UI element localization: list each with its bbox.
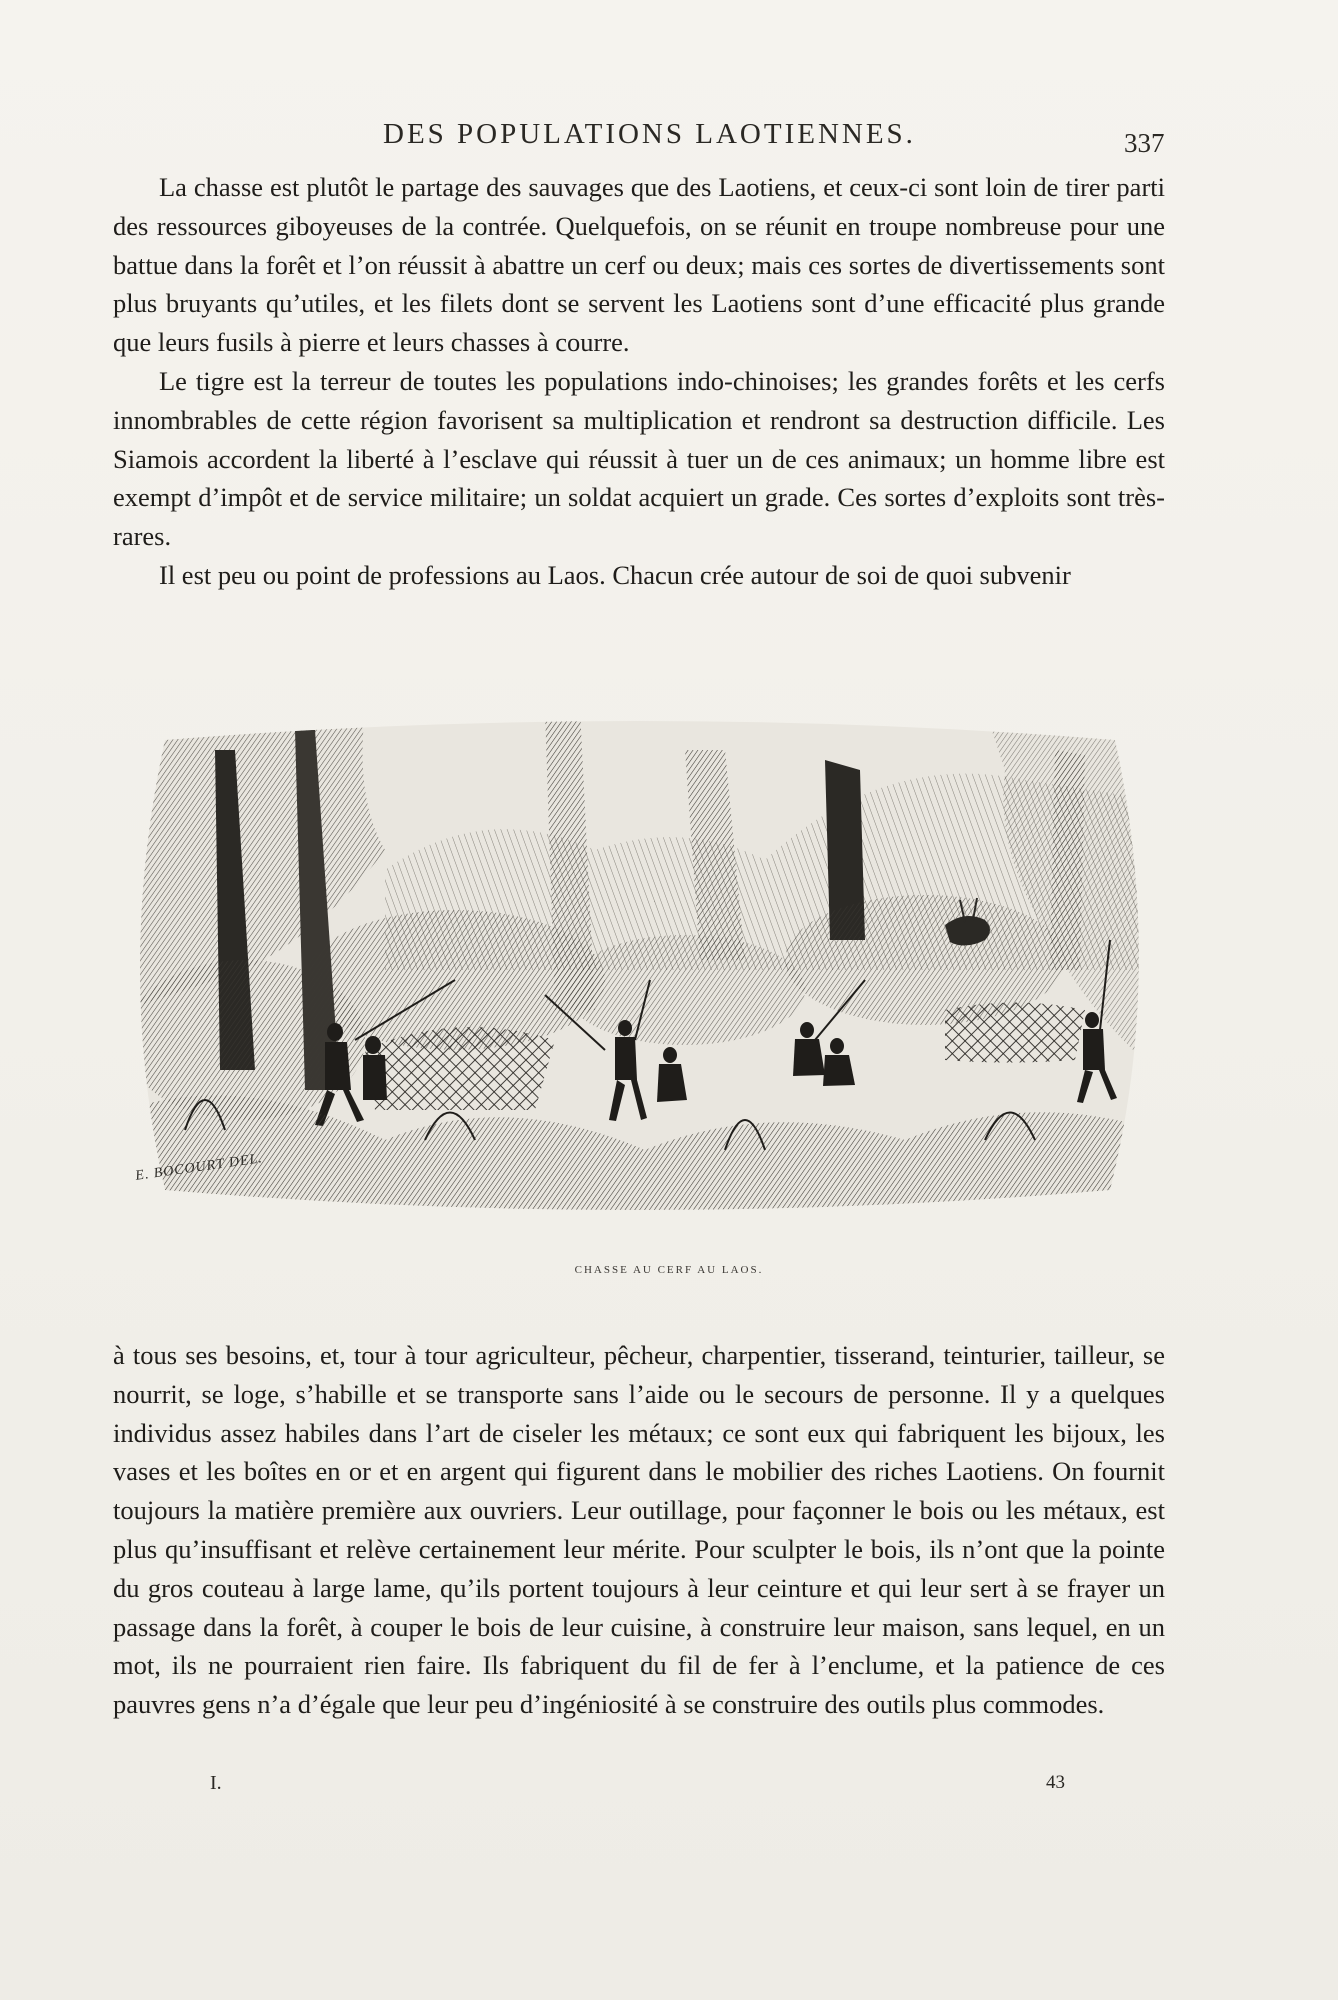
engraving-illustration	[125, 710, 1155, 1230]
body-text-bottom	[113, 1336, 1165, 1724]
paragraph: à tous ses besoins, et, tour à tour agriculteur, pêcheur, charpentier, tisserand, teinturier, tailleur, se nourrit, se loge, s’habille et se transporte sans l’aide ou le secours de personne. Il y a quelques individus assez habiles dans l’art de ciseler les métaux; ce sont eux qui fabriquent les bijoux, les vases et les boîtes en or et en argent qui figurent dans le mobilier des riches Laotiens. On fournit toujours la matière première aux ouvriers. Leur outillage, pour façonner le bois ou les métaux, est plus qu’insuffisant et relève certainement leur mérite. Pour sculpter le bois, ils n’ont que la pointe du gros couteau à large lame, qu’ils portent toujours à leur ceinture et qui leur sert à se frayer un passage dans la forêt, à couper le bois de leur cuisine, à construire leur maison, sans lequel, en un mot, ils ne pourraient rien faire. Ils fabriquent du fil de fer à l’enclume, et la patience de ces pauvres gens n’a d’égale que leur peu d’ingéniosité à se construire des outils plus commodes.	[113, 1340, 1165, 1720]
engraver-signature: E. BOCOURT DEL.	[134, 1151, 264, 1184]
body-text-top	[113, 168, 1165, 595]
paragraph: La chasse est plutôt le partage des sauvages que des Laotiens, et ceux-ci sont loin de tirer parti des ressources giboyeuses de la contrée. Quelquefois, on se réunit en troupe nombreuse pour une battue dans la forêt et l’on réussit à abattre un cerf ou deux; mais ces sortes de divertissements sont plus bruyants qu’utiles, et les filets dont se servent les Laotiens sont d’une efficacité plus grande que leurs fusils à pierre et leurs chasses à courre.	[113, 172, 1165, 358]
page-number: 337	[1124, 128, 1165, 158]
figure-caption: CHASSE AU CERF AU LAOS.	[574, 1264, 764, 1276]
paragraph: Le tigre est la terreur de toutes les populations indo-chinoises; les grandes forêts et les cerfs innombrables de cette région favorisent sa multiplication et rendront sa destruction difficile. Les Siamois accordent la liberté à l’esclave qui réussit à tuer un de ces animaux; un homme libre est exempt d’impôt et de service militaire; un soldat acquiert un grade. Ces sortes d’exploits sont très-rares.	[113, 365, 1165, 552]
signature-mark: I.	[210, 1772, 222, 1794]
sheet-number: 43	[1046, 1772, 1065, 1793]
forest-hunt-engraving	[125, 710, 1155, 1230]
running-title: DES POPULATIONS LAOTIENNES.	[383, 118, 916, 150]
paragraph: Il est peu ou point de professions au Laos. Chacun crée autour de soi de quoi subvenir	[159, 559, 1071, 590]
